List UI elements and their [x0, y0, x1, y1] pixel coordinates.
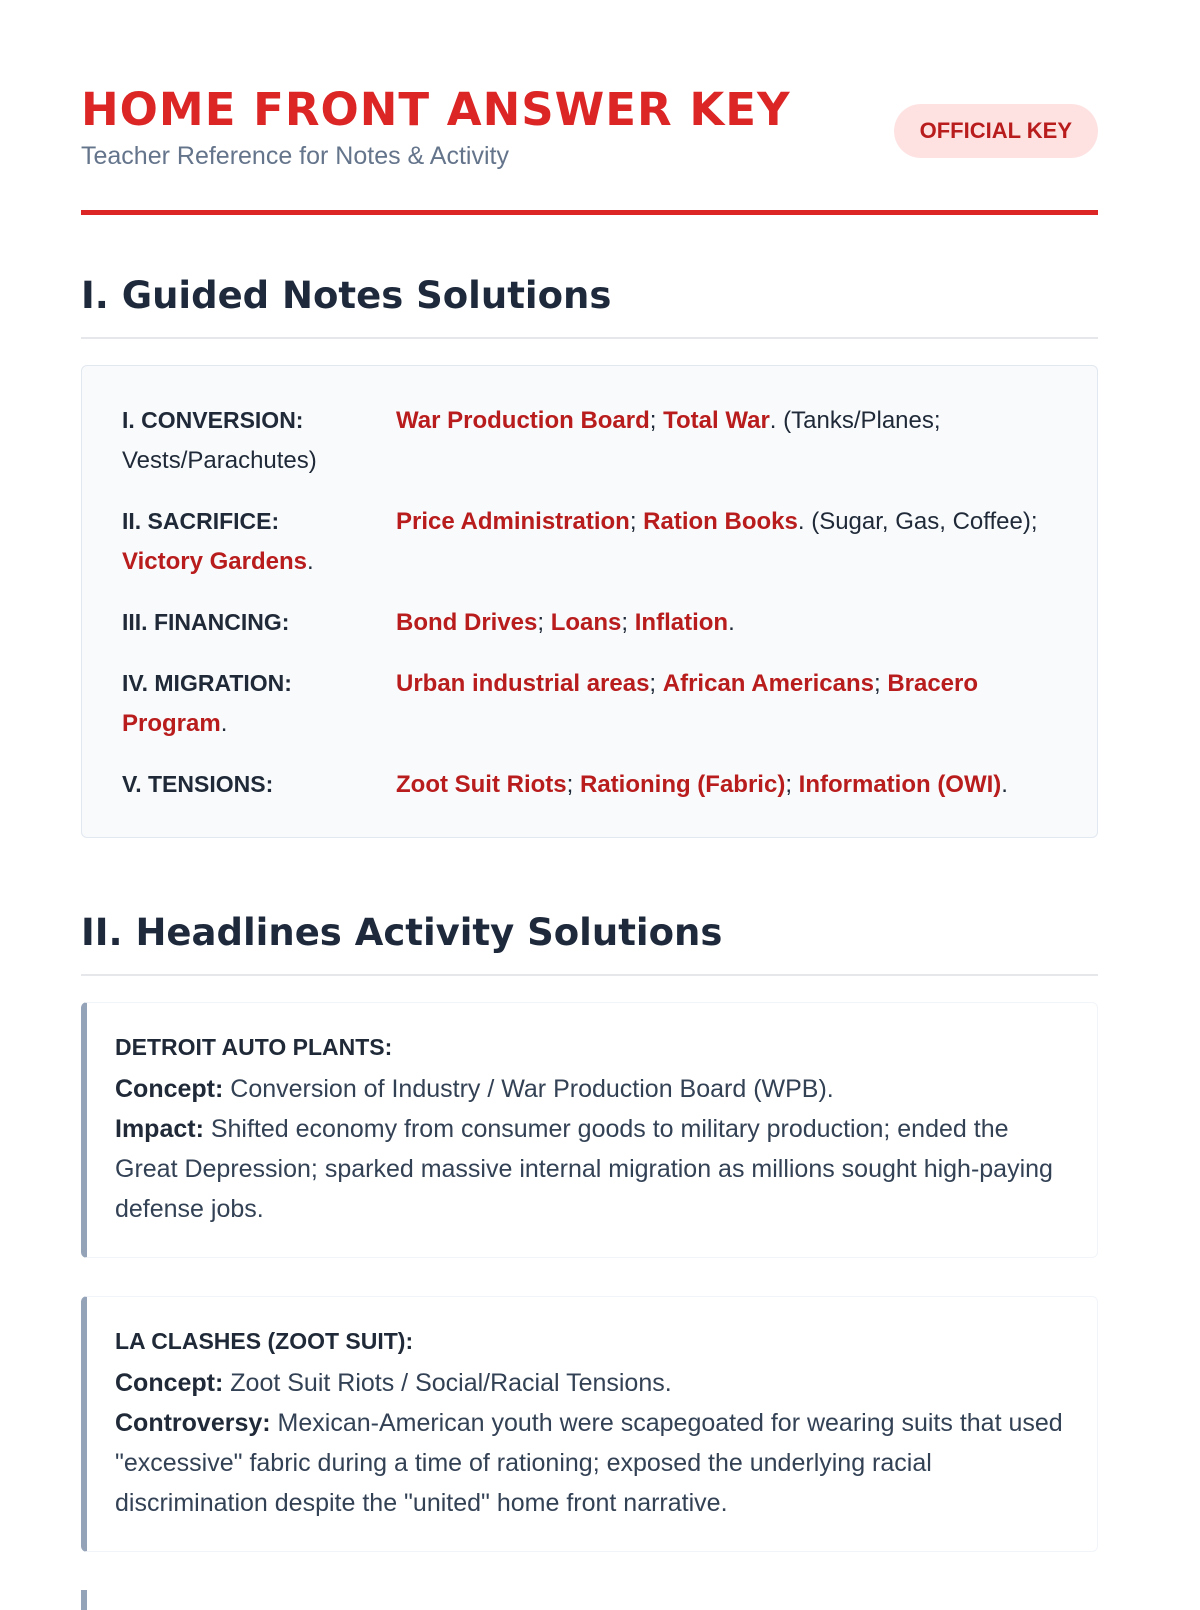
card-title: LA CLASHES (ZOOT SUIT):: [115, 1328, 414, 1354]
page-subtitle: Teacher Reference for Notes & Activity: [81, 142, 509, 170]
note-row-conversion: [122, 400, 1057, 481]
headline-card-la-clashes: [81, 1296, 1098, 1552]
card-key: Impact:: [115, 1115, 204, 1143]
card-impact: [115, 1109, 1067, 1229]
next-card-edge: [81, 1590, 1098, 1610]
answer-separator: ;: [537, 609, 551, 636]
card-concept: [115, 1363, 1067, 1403]
answer-term: Inflation: [634, 609, 729, 636]
answer-separator: ;: [873, 670, 888, 697]
note-label: I. CONVERSION:: [122, 407, 304, 433]
guided-notes-box: [81, 365, 1098, 838]
answer-separator: ;: [566, 771, 580, 798]
answer-separator: ;: [785, 771, 799, 798]
note-row-migration: [122, 663, 1057, 744]
note-row-financing: [122, 602, 1057, 643]
answer-tail: .: [306, 548, 314, 575]
section-divider: [81, 974, 1098, 976]
note-label: II. SACRIFICE:: [122, 508, 280, 534]
answer-term: Bracero Program: [122, 670, 979, 737]
card-controversy: [115, 1403, 1067, 1523]
card-key: Controversy:: [115, 1409, 271, 1437]
note-label: IV. MIGRATION:: [122, 670, 292, 696]
official-key-badge: OFFICIAL KEY: [894, 104, 1098, 158]
header-rule: [81, 210, 1098, 215]
answer-separator: . (Sugar, Gas, Coffee);: [797, 508, 1038, 535]
answer-term: Loans: [550, 609, 622, 636]
answer-term: Rationing (Fabric): [579, 771, 786, 798]
answer-tail: .: [1001, 771, 1008, 798]
answer-separator: ;: [629, 508, 644, 535]
answer-tail: .: [220, 710, 228, 737]
page-title: HOME FRONT ANSWER KEY: [81, 83, 791, 136]
note-label: III. FINANCING:: [122, 609, 290, 635]
answer-term: Price Administration: [396, 508, 630, 535]
answer-term: Urban industrial areas: [396, 670, 650, 697]
answer-tail: .: [728, 609, 735, 636]
answer-separator: ;: [649, 407, 664, 434]
card-concept: [115, 1069, 1067, 1109]
card-value: Conversion of Industry / War Production Board (WPB).: [223, 1075, 834, 1103]
card-title: DETROIT AUTO PLANTS:: [115, 1034, 393, 1060]
card-key: Concept:: [115, 1369, 224, 1397]
section-title-headlines: II. Headlines Activity Solutions: [81, 911, 723, 954]
answer-separator: ;: [621, 609, 635, 636]
section-title-guided-notes: I. Guided Notes Solutions: [81, 274, 612, 317]
answer-term: War Production Board: [396, 407, 650, 434]
card-key: Concept:: [115, 1075, 224, 1103]
headline-card-detroit: [81, 1002, 1098, 1258]
answer-term: African Americans: [662, 670, 874, 697]
answer-term: Zoot Suit Riots: [396, 771, 567, 798]
note-row-sacrifice: [122, 501, 1057, 582]
answer-term: Total War: [663, 407, 770, 434]
page-header: [81, 0, 1098, 170]
answer-term: Information (OWI): [798, 771, 1002, 798]
section-divider: [81, 337, 1098, 339]
answer-term: Ration Books: [643, 508, 798, 535]
note-label: V. TENSIONS:: [122, 771, 274, 797]
card-value: Shifted economy from consumer goods to military production; ended the Great Depression; sparked massive internal migration as millions sought high-paying defense jobs.: [115, 1115, 1053, 1223]
answer-term: Victory Gardens: [122, 548, 307, 575]
answer-term: Bond Drives: [396, 609, 538, 636]
card-value: Mexican-American youth were scapegoated for wearing suits that used "excessive" fabric during a time of rationing; exposed the underlying racial discrimination despite the "united" home front narrative.: [115, 1409, 1063, 1517]
answer-tail: . (Tanks/Planes; Vests/Parachutes): [122, 407, 941, 474]
card-value: Zoot Suit Riots / Social/Racial Tensions.: [223, 1369, 672, 1397]
answer-separator: ;: [649, 670, 663, 697]
note-row-tensions: [122, 764, 1057, 805]
